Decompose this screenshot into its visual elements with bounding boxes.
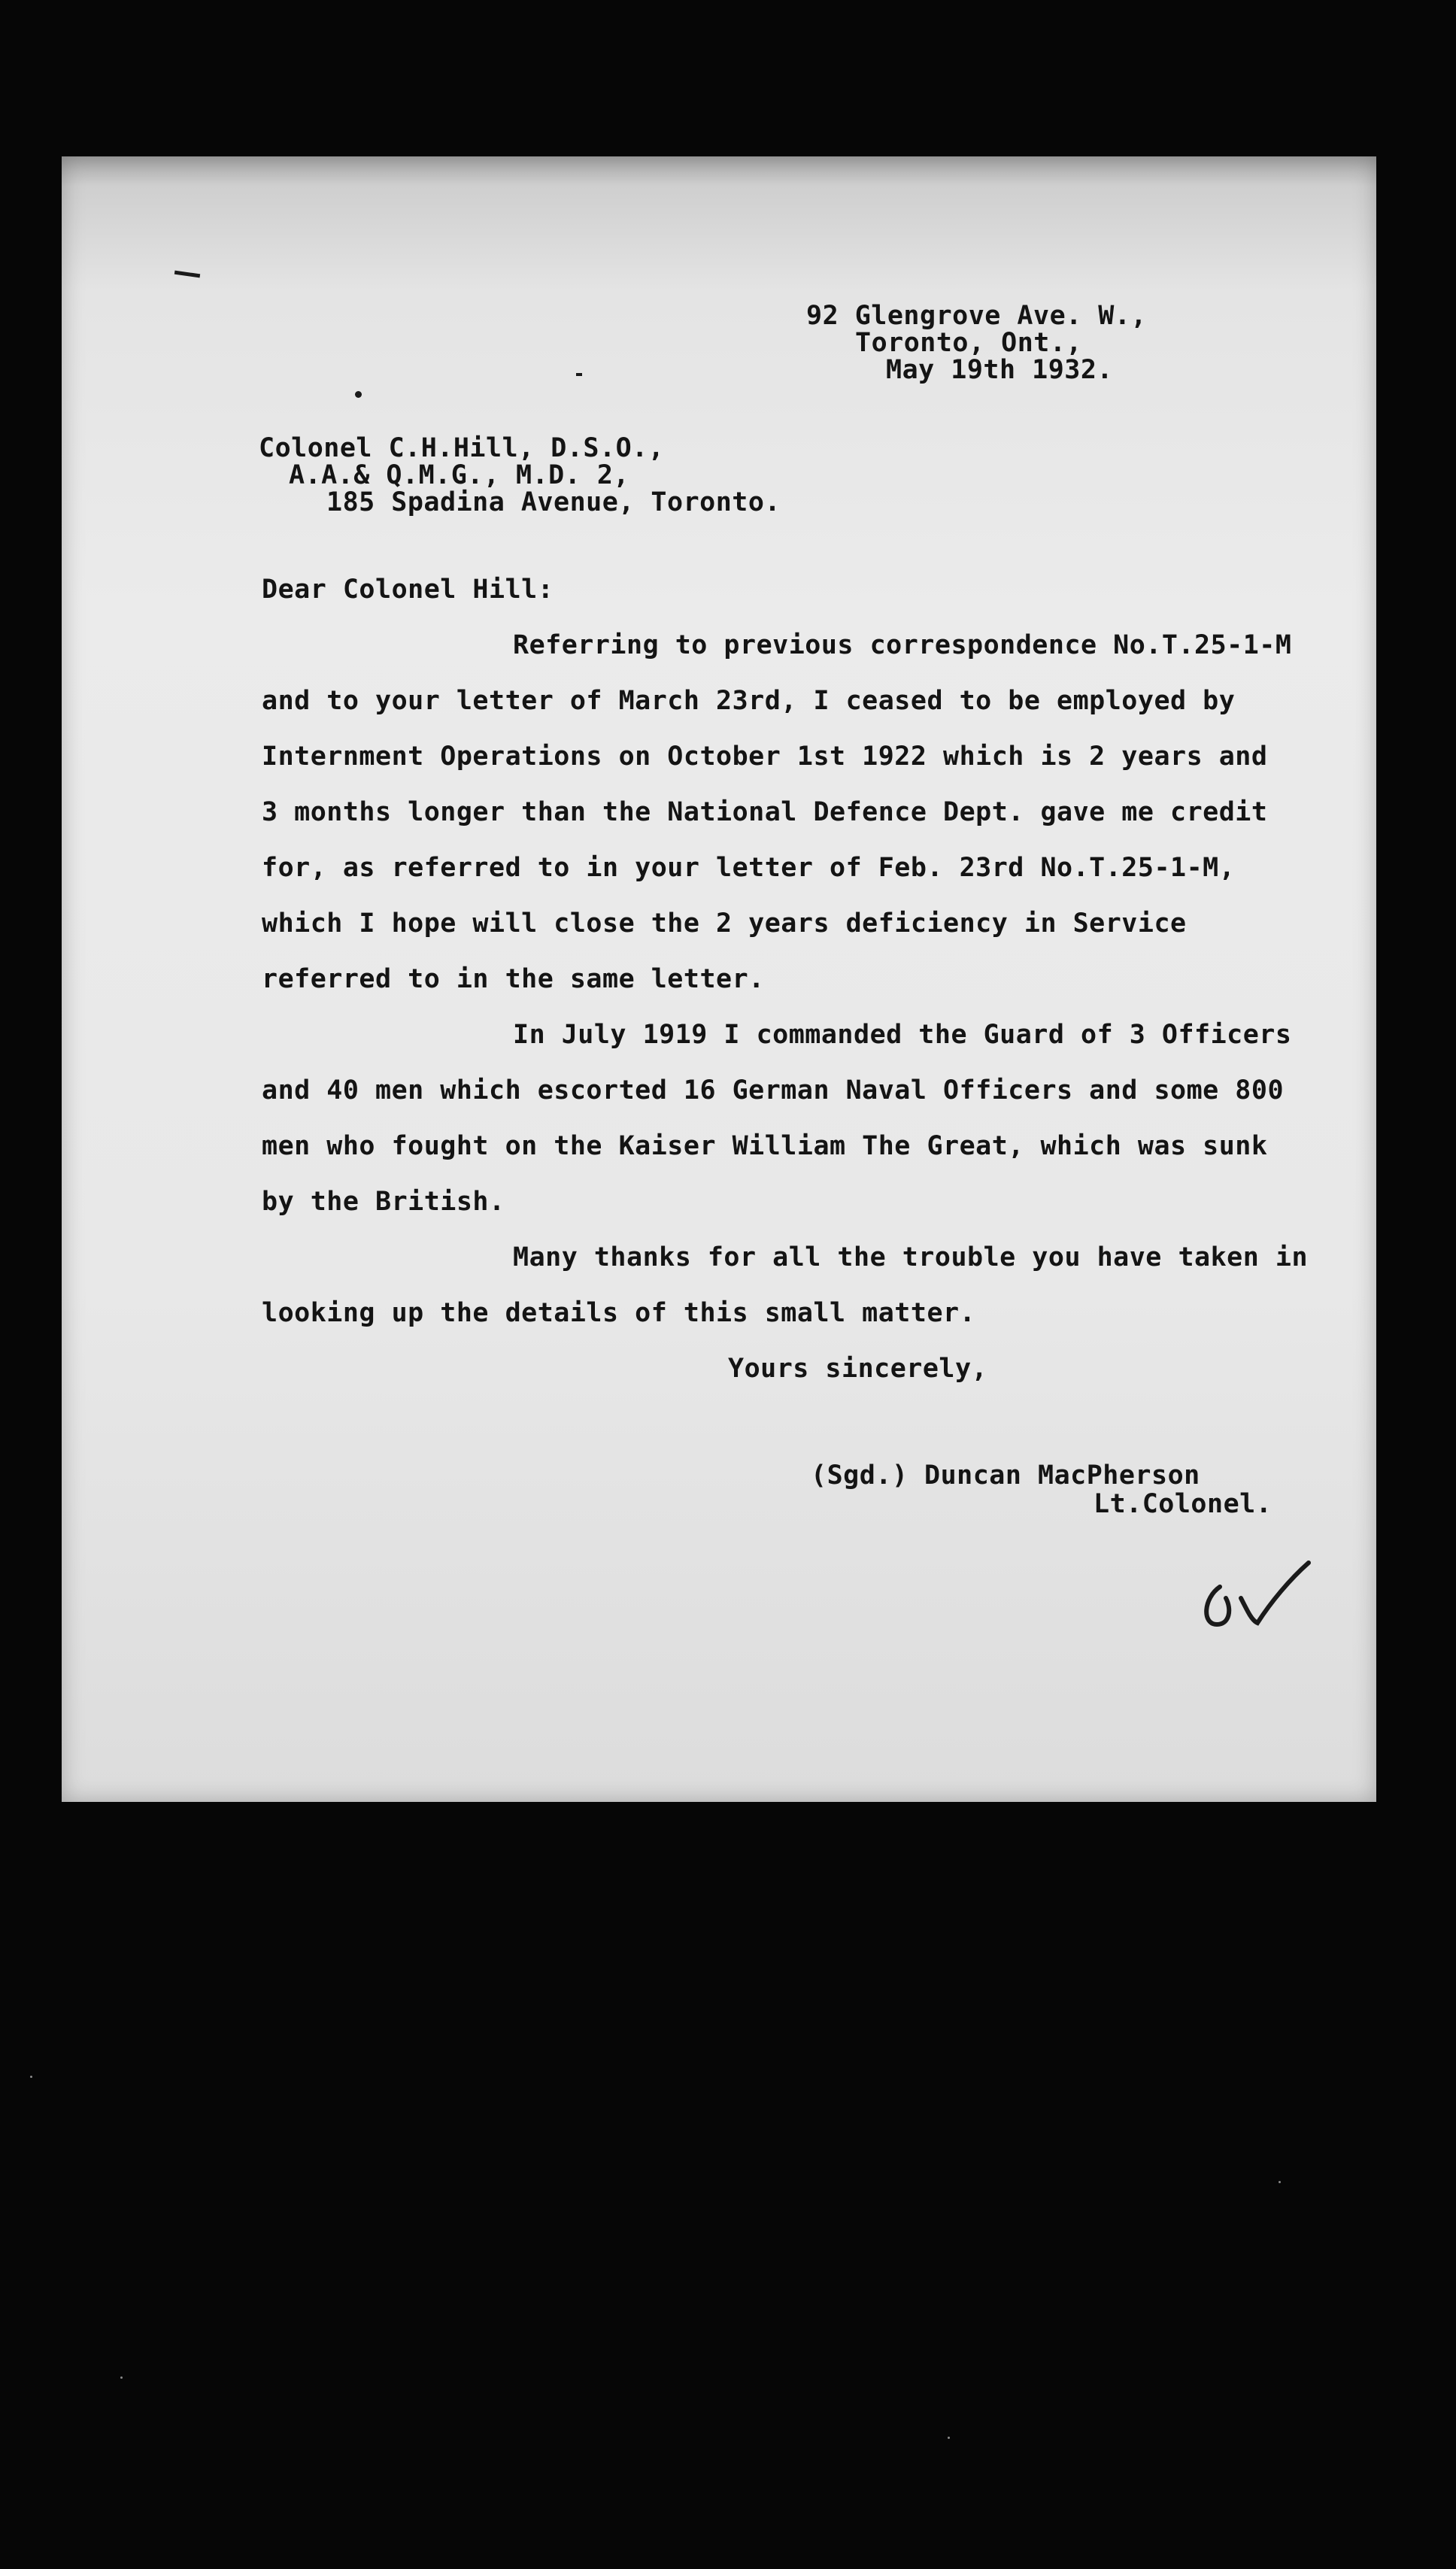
body-line: looking up the details of this small matter. bbox=[262, 1298, 976, 1328]
letter-date: May 19th 1932. bbox=[886, 355, 1114, 385]
body-line: 3 months longer than the National Defence Dept. gave me credit bbox=[262, 797, 1268, 827]
closing: Yours sincerely, bbox=[728, 1354, 988, 1384]
scan-speck bbox=[30, 2076, 32, 2078]
recipient-line: A.A.& Q.M.G., M.D. 2, bbox=[289, 460, 630, 490]
body-line: and to your letter of March 23rd, I ceased to be employed by bbox=[262, 686, 1236, 716]
body-line: referred to in the same letter. bbox=[262, 964, 765, 994]
body-line: by the British. bbox=[262, 1187, 505, 1217]
scan-speck bbox=[948, 2437, 950, 2439]
body-line: Many thanks for all the trouble you have taken in bbox=[513, 1242, 1309, 1272]
recipient-line: 185 Spadina Avenue, Toronto. bbox=[326, 487, 781, 517]
salutation: Dear Colonel Hill: bbox=[262, 575, 554, 605]
body-line: which I hope will close the 2 years deficiency in Service bbox=[262, 908, 1187, 939]
stray-dot bbox=[355, 391, 362, 398]
handwritten-initial-mark bbox=[1188, 1557, 1316, 1639]
signature-line: (Sgd.) Duncan MacPherson bbox=[811, 1460, 1200, 1491]
body-line: men who fought on the Kaiser William The Great, which was sunk bbox=[262, 1131, 1268, 1161]
body-line: Internment Operations on October 1st 1922 which is 2 years and bbox=[262, 742, 1268, 772]
scan-speck bbox=[1279, 2181, 1281, 2183]
scan-speck bbox=[120, 2376, 123, 2379]
rank-line: Lt.Colonel. bbox=[1094, 1489, 1272, 1519]
recipient-line: Colonel C.H.Hill, D.S.O., bbox=[259, 433, 665, 463]
sender-address-line: 92 Glengrove Ave. W., bbox=[806, 301, 1148, 331]
body-line: Referring to previous correspondence No.T.25-1-M bbox=[513, 630, 1292, 660]
body-line: for, as referred to in your letter of Feb. 23rd No.T.25-1-M, bbox=[262, 853, 1236, 883]
sender-address-line: Toronto, Ont., bbox=[855, 328, 1083, 358]
stray-mark bbox=[576, 373, 582, 376]
body-line: and 40 men which escorted 16 German Naval Officers and some 800 bbox=[262, 1075, 1285, 1106]
body-line: In July 1919 I commanded the Guard of 3 Officers bbox=[513, 1020, 1292, 1050]
